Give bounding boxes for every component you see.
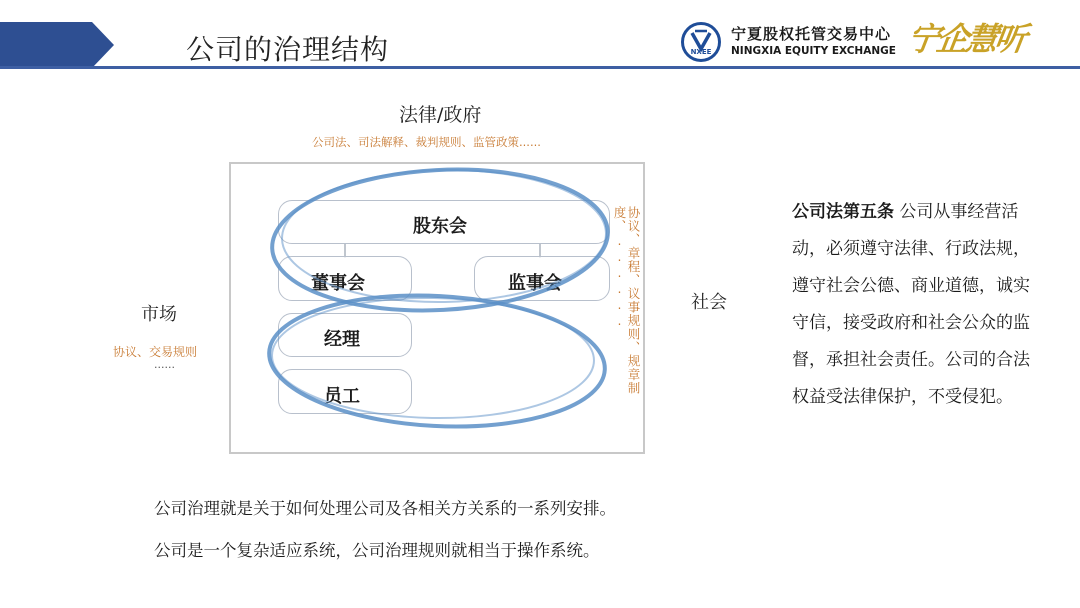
law-government-sub: 公司法、司法解释、裁判规则、监管政策...... bbox=[312, 135, 541, 149]
article-text: 公司从事经营活动，必须遵守法律、行政法规，遵守社会公德、商业道德，诚实守信，接受政府和社会公众的监督，承担社会责任。公司的合法权益受法律保护，不受侵犯。 bbox=[792, 202, 1030, 407]
shareholders-box bbox=[278, 200, 610, 244]
market-ellipsis: ...... bbox=[154, 358, 175, 371]
shareholders-label: 股东会 bbox=[413, 216, 467, 237]
logo-name-cn: 宁夏股权托管交易中心 bbox=[731, 25, 892, 43]
manager-label: 经理 bbox=[324, 329, 360, 350]
header-arrow-banner bbox=[0, 22, 120, 68]
board-label: 董事会 bbox=[311, 273, 365, 294]
nxee-logo-icon bbox=[681, 22, 721, 62]
board-box bbox=[278, 256, 412, 301]
supervisors-label: 监事会 bbox=[508, 273, 562, 294]
market-sub: 协议、交易规则 bbox=[113, 345, 198, 359]
summary-line-2: 公司是一个复杂适应系统，公司治理规则就相当于操作系统。 bbox=[154, 541, 600, 560]
page-title: 公司的治理结构 bbox=[186, 33, 390, 66]
staff-box bbox=[278, 369, 412, 414]
supervisors-box bbox=[474, 256, 610, 301]
logo-emblem-text: NXEE bbox=[690, 48, 712, 56]
logo-name-en: NINGXIA EQUITY EXCHANGE bbox=[731, 45, 896, 57]
staff-label: 员工 bbox=[324, 386, 360, 407]
article-title: 公司法第五条 bbox=[792, 202, 894, 222]
summary-line-1: 公司治理就是关于如何处理公司及各相关方关系的一系列安排。 bbox=[154, 499, 616, 518]
manager-box bbox=[278, 313, 412, 357]
rules-vertical-text: 协议、章程、议事规则、规章制度、...... bbox=[612, 206, 641, 395]
logo-script: 宁企慧听 bbox=[905, 20, 1027, 58]
society-label: 社会 bbox=[691, 292, 727, 313]
company-law-article bbox=[792, 194, 1040, 416]
market-label: 市场 bbox=[141, 304, 177, 325]
law-government-label: 法律/政府 bbox=[399, 104, 482, 126]
header-divider bbox=[0, 66, 1080, 69]
